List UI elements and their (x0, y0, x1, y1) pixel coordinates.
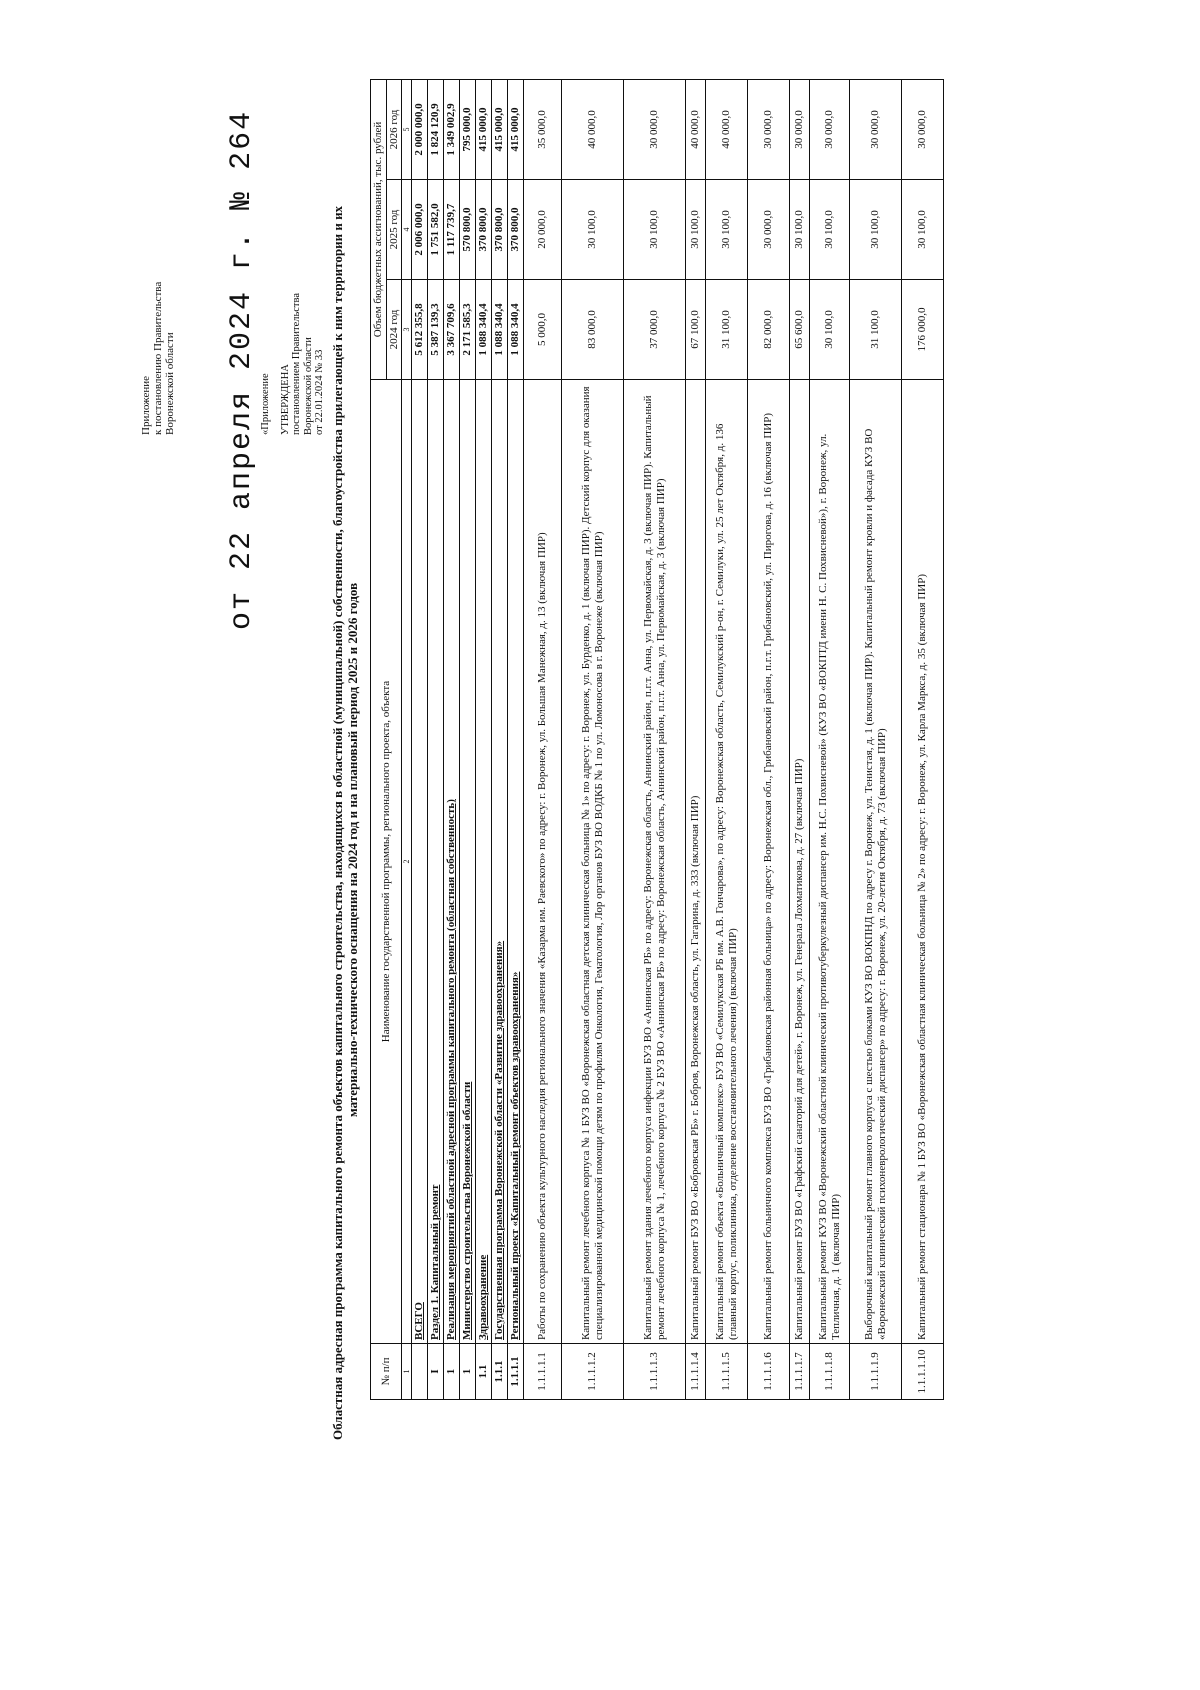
row-number (412, 1344, 428, 1400)
table-row (902, 80, 944, 1400)
col-header-num: № п/п (371, 1344, 402, 1400)
table-row (524, 80, 562, 1400)
value-2026: 1 824 120,9 (428, 80, 444, 180)
row-name: Капитальный ремонт КУЗ ВО «Воронежский областной клинический противотуберкулезный диспансер им. Н.С. Похвисневой» (КУЗ ВО «ВОКПТД имени Н. С. Похвисневой»), г. Воронеж, ул. Тепличная, д. 1 (включая ПИР) (810, 380, 850, 1344)
value-2025: 1 117 739,7 (444, 180, 460, 280)
program-table (370, 79, 944, 1400)
value-2026: 30 000,0 (810, 80, 850, 180)
annex-quote: «Приложение (260, 373, 271, 435)
col-index: 1 (402, 1344, 412, 1400)
value-2024: 3 367 709,6 (444, 280, 460, 380)
table-row (476, 80, 492, 1400)
table-row (428, 80, 444, 1400)
row-number: I (428, 1344, 444, 1400)
value-2025: 30 100,0 (810, 180, 850, 280)
col-header-volume: Объем бюджетных ассигнований, тыс. рублей (371, 80, 387, 380)
table-row (412, 80, 428, 1400)
value-2024: 83 000,0 (562, 280, 624, 380)
value-2026: 30 000,0 (790, 80, 810, 180)
col-header-year: 2026 год (386, 80, 402, 180)
value-2025: 30 100,0 (562, 180, 624, 280)
table-row (624, 80, 686, 1400)
row-name: Здравоохранение (476, 380, 492, 1344)
col-index: 3 (402, 280, 412, 380)
value-2025: 30 000,0 (748, 180, 790, 280)
value-2026: 2 000 000,0 (412, 80, 428, 180)
table-row (748, 80, 790, 1400)
value-2026: 40 000,0 (686, 80, 706, 180)
annex-label (140, 75, 176, 435)
title-line-1: Областная адресная программа капитального ремонта объектов капитального строительства, находящихся в областной (муниципальной) собственности, благоустройства прилегающей к ним территории и их (330, 205, 345, 1440)
title-line-2: материально-технического оснащения на 2024 год и на плановый период 2025 и 2026 годов (345, 582, 360, 1118)
value-2026: 30 000,0 (748, 80, 790, 180)
row-number: 1.1.1.1.2 (562, 1344, 624, 1400)
value-2026: 795 000,0 (460, 80, 476, 180)
value-2025: 30 100,0 (706, 180, 748, 280)
value-2026: 415 000,0 (492, 80, 508, 180)
value-2024: 1 088 340,4 (492, 280, 508, 380)
value-2025: 30 100,0 (850, 180, 902, 280)
value-2026: 30 000,0 (624, 80, 686, 180)
row-name: Капитальный ремонт больничного комплекса БУЗ ВО «Грибановская районная больница» по адресу: Воронежская обл., Грибановский район, п.г.т. Грибановский, ул. Пирогова, д. 16 (включая ПИР) (748, 380, 790, 1344)
row-name: Капитальный ремонт здания лечебного корпуса инфекции БУЗ ВО «Аннинская РБ» по адресу: Воронежская область, Аннинский район, п.г.т. Анна, ул. Первомайская, д. 3 (включая ПИР). Капитальный ремонт лечебного корпуса № 1, лечебного корпуса № 2 БУЗ ВО «Аннинская РБ» по адресу: Воронежская область, Аннинский район, п.г.т. Анна, ул. Первомайская, д. 3 (включая ПИР) (624, 380, 686, 1344)
value-2026: 40 000,0 (562, 80, 624, 180)
row-name: Региональный проект «Капитальный ремонт объектов здравоохранения» (508, 380, 524, 1344)
row-name: Государственная программа Воронежской области «Развитие здравоохранения» (492, 380, 508, 1344)
col-index: 5 (402, 80, 412, 180)
col-index: 2 (402, 380, 412, 1344)
value-2024: 5 612 355,8 (412, 280, 428, 380)
table-body (412, 80, 944, 1400)
approve-line: от 22.01.2024 № 33 (314, 349, 325, 435)
annex-line: Воронежской области (164, 332, 176, 435)
table-row (686, 80, 706, 1400)
value-2025: 30 100,0 (790, 180, 810, 280)
row-number: 1.1.1.1.6 (748, 1344, 790, 1400)
approval-block (260, 293, 326, 435)
annex-line: к постановлению Правительства (152, 281, 164, 435)
row-name: Министерство строительства Воронежской области (460, 380, 476, 1344)
row-number: 1.1.1.1.5 (706, 1344, 748, 1400)
value-2025: 30 100,0 (686, 180, 706, 280)
table-row (508, 80, 524, 1400)
table-row (492, 80, 508, 1400)
value-2024: 2 171 585,3 (460, 280, 476, 380)
table-row (460, 80, 476, 1400)
value-2026: 30 000,0 (850, 80, 902, 180)
col-header-year: 2025 год (386, 180, 402, 280)
value-2024: 67 100,0 (686, 280, 706, 380)
row-number: 1.1.1.1.4 (686, 1344, 706, 1400)
value-2025: 30 100,0 (624, 180, 686, 280)
row-number: 1.1.1.1.3 (624, 1344, 686, 1400)
value-2025: 370 800,0 (508, 180, 524, 280)
annex-line: Приложение (140, 375, 152, 435)
row-number: 1.1.1.1.9 (850, 1344, 902, 1400)
row-number: 1.1.1.1.1 (524, 1344, 562, 1400)
value-2025: 2 006 000,0 (412, 180, 428, 280)
value-2024: 82 000,0 (748, 280, 790, 380)
row-name: Работы по сохранению объекта культурного наследия регионального значения «Казарма им. Раевского» по адресу: г. Воронеж, ул. Большая Манежная, д. 13 (включая ПИР) (524, 380, 562, 1344)
row-name: Капитальный ремонт БУЗ ВО «Графский санаторий для детей», г. Воронеж, ул. Генерала Лохматикова, д. 27 (включая ПИР) (790, 380, 810, 1344)
value-2024: 65 600,0 (790, 280, 810, 380)
row-name: Капитальный ремонт объекта «Больничный комплекс» БУЗ ВО «Семилукская РБ им. А.В. Гончарова», по адресу: Воронежская область, Семилукский р-он, г. Семилуки, ул. 25 лет Октября, д. 136 (главный корпус, поликлиника, отделение восстановительного лечения) (включая ПИР) (706, 380, 748, 1344)
value-2024: 176 000,0 (902, 280, 944, 380)
row-name: Капитальный ремонт БУЗ ВО «Бобровская РБ» г. Бобров, Воронежская область, ул. Гагарина, д. 333 (включая ПИР) (686, 380, 706, 1344)
row-name: Капитальный ремонт лечебного корпуса № 1 БУЗ ВО «Воронежская областная детская клиническая больница № 1» по адресу: г. Воронеж, ул. Бурденко, д. 1 (включая ПИР). Детский корпус для оказания специализированной медицинской помощи детям по профилям Онкология, Гематология, Лор органов БУЗ ВО ВОДКБ № 1 по ул. Ломоносова в г. Воронеже (включая ПИР) (562, 380, 624, 1344)
row-number: 1.1.1.1.8 (810, 1344, 850, 1400)
table-row (706, 80, 748, 1400)
value-2025: 30 100,0 (902, 180, 944, 280)
col-index: 4 (402, 180, 412, 280)
row-name: Капитальный ремонт стационара № 1 БУЗ ВО «Воронежская областная клиническая больница № 2» по адресу: г. Воронеж, ул. Карла Маркса, д. 35 (включая ПИР) (902, 380, 944, 1344)
value-2026: 415 000,0 (508, 80, 524, 180)
col-header-year: 2024 год (386, 280, 402, 380)
row-number: 1.1.1.1.7 (790, 1344, 810, 1400)
row-name: Раздел 1. Капитальный ремонт (428, 380, 444, 1344)
value-2026: 30 000,0 (902, 80, 944, 180)
value-2024: 31 100,0 (850, 280, 902, 380)
value-2024: 5 387 139,3 (428, 280, 444, 380)
value-2024: 31 100,0 (706, 280, 748, 380)
approve-line: постановлением Правительства (291, 292, 302, 435)
value-2024: 37 000,0 (624, 280, 686, 380)
row-number: 1.1 (476, 1344, 492, 1400)
document-title (330, 140, 360, 1440)
approve-line: Воронежской области (302, 337, 314, 435)
row-number: 1 (460, 1344, 476, 1400)
row-number: 1.1.1.1.10 (902, 1344, 944, 1400)
row-name: Выборочный капитальный ремонт главного корпуса с шестью блоками КУЗ ВО ВОКПНД по адресу г. Воронеж, ул. Тенистая, д. 1 (включая ПИР). Капитальный ремонт кровли и фасада КУЗ ВО «Воронежский клинический психоневрологический диспансер» по адресу: г. Воронеж, ул. 20-летия Октября, д. 73 (включая ПИР) (850, 380, 902, 1344)
table-row (790, 80, 810, 1400)
table-row (444, 80, 460, 1400)
approve-line: УТВЕРЖДЕНА (279, 364, 291, 435)
decree-date: от 22 апреля 2024 г. № 264 (225, 109, 259, 630)
program-table-wrap (370, 80, 944, 1400)
value-2024: 5 000,0 (524, 280, 562, 380)
value-2024: 1 088 340,4 (476, 280, 492, 380)
value-2025: 370 800,0 (476, 180, 492, 280)
value-2025: 1 751 582,0 (428, 180, 444, 280)
row-name: ВСЕГО (412, 380, 428, 1344)
value-2025: 370 800,0 (492, 180, 508, 280)
value-2026: 35 000,0 (524, 80, 562, 180)
value-2025: 20 000,0 (524, 180, 562, 280)
annex-header (140, 75, 176, 435)
table-row (810, 80, 850, 1400)
col-header-name: Наименование государственной программы, регионального проекта, объекта (371, 380, 402, 1344)
value-2024: 30 100,0 (810, 280, 850, 380)
row-name: Реализация мероприятий областной адресной программы капитального ремонта (областная собственность) (444, 380, 460, 1344)
table-row (850, 80, 902, 1400)
value-2025: 570 800,0 (460, 180, 476, 280)
table-row (562, 80, 624, 1400)
row-number: 1.1.1.1 (508, 1344, 524, 1400)
value-2026: 415 000,0 (476, 80, 492, 180)
value-2026: 40 000,0 (706, 80, 748, 180)
row-number: 1.1.1 (492, 1344, 508, 1400)
value-2026: 1 349 002,9 (444, 80, 460, 180)
row-number: 1 (444, 1344, 460, 1400)
value-2024: 1 088 340,4 (508, 280, 524, 380)
